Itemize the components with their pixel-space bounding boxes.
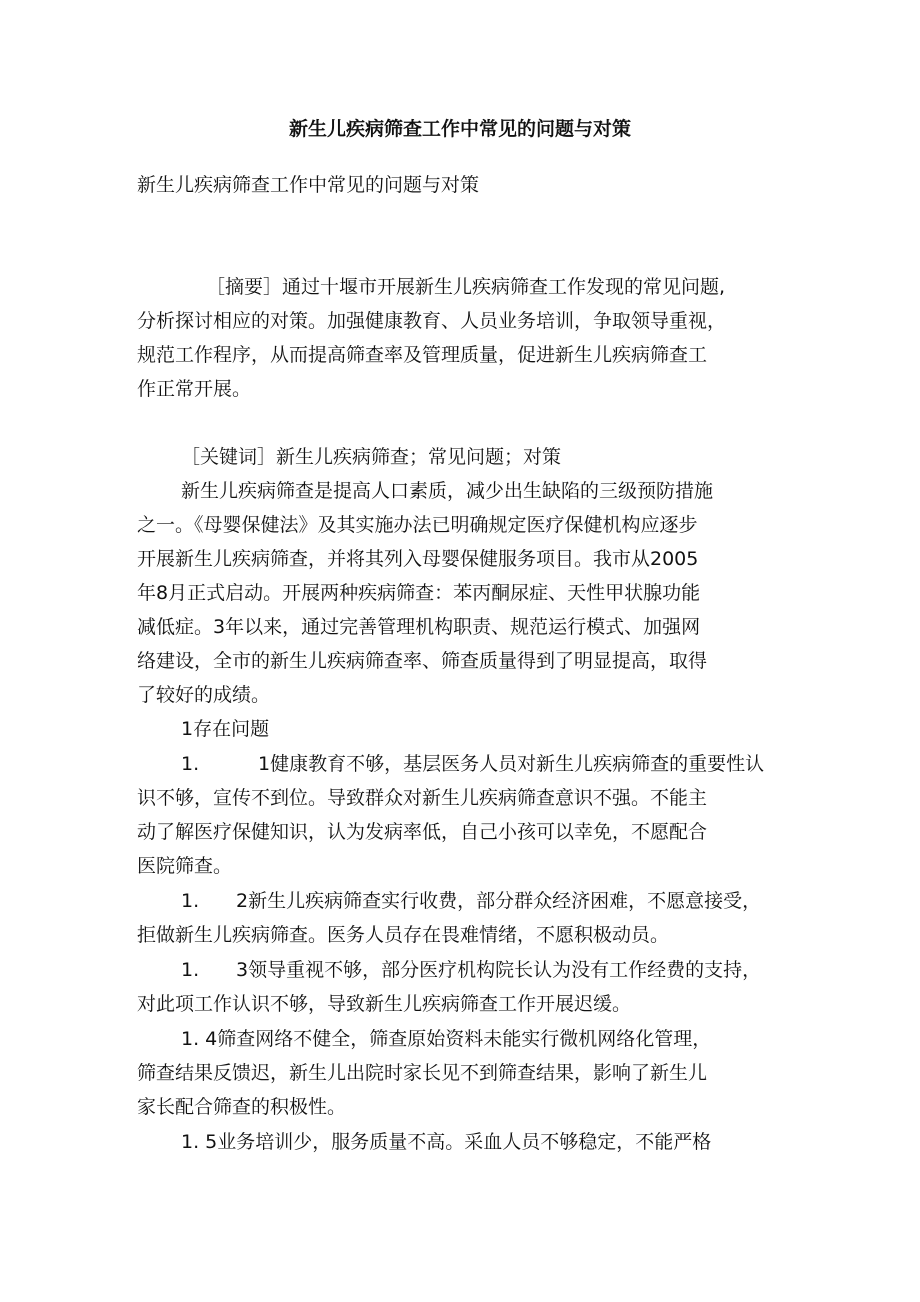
intro-line: 之一。《母婴保健法》及其实施办法已明确规定医疗保健机构应逐步 [137,514,698,536]
intro-line: 了较好的成绩。 [137,684,271,706]
item-number: 1. [181,753,200,775]
item-line: 拒做新生儿疾病筛查。医务人员存在畏难情绪，不愿积极动员。 [137,924,670,946]
item-line: 家长配合筛查的积极性。 [137,1096,347,1118]
intro-line: 络建设，全市的新生儿疾病筛查率、筛查质量得到了明显提高，取得 [137,650,708,672]
item-number: 1. [181,959,200,981]
item-line: 2新生儿疾病筛查实行收费，部分群众经济困难，不愿意接受， [236,890,762,912]
item-line: 动了解医疗保健知识，认为发病率低，自己小孩可以幸免，不愿配合 [137,821,708,843]
document-subtitle: 新生儿疾病筛查工作中常见的问题与对策 [137,174,480,196]
item-line: 识不够，宣传不到位。导致群众对新生儿疾病筛查意识不强。不能主 [137,787,708,809]
abstract-line: ［摘要］通过十堰市开展新生儿疾病筛查工作发现的常见问题, [206,276,726,298]
document-title: 新生儿疾病筛查工作中常见的问题与对策 [288,118,631,140]
abstract-line: 规范工作程序，从而提高筛查率及管理质量，促进新生儿疾病筛查工 [137,344,708,366]
item-line: 筛查结果反馈迟，新生儿出院时家长见不到筛查结果，影响了新生儿 [137,1062,708,1084]
intro-line: 开展新生儿疾病筛查，并将其列入母婴保健服务项目。我市从2005 [137,548,699,570]
item-line: 1健康教育不够，基层医务人员对新生儿疾病筛查的重要性认 [258,753,765,775]
item-line: 3领导重视不够，部分医疗机构院长认为没有工作经费的支持， [236,959,762,981]
intro-line: 新生儿疾病筛查是提高人口素质，减少出生缺陷的三级预防措施 [181,480,714,502]
abstract-line: 分析探讨相应的对策。加强健康教育、人员业务培训，争取领导重视， [137,310,727,332]
item-number: 1. [181,890,200,912]
item-line: 对此项工作认识不够，导致新生儿疾病筛查工作开展迟缓。 [137,993,632,1015]
item-line: 1. 5业务培训少，服务质量不高。采血人员不够稳定，不能严格 [181,1131,712,1153]
keywords-line: ［关键词］新生儿疾病筛查；常见问题；对策 [181,446,562,468]
item-line: 1. 4筛查网络不健全，筛查原始资料未能实行微机网络化管理， [181,1028,712,1050]
item-line: 医院筛查。 [137,855,233,877]
abstract-line: 作正常开展。 [137,378,252,400]
section-heading: 1存在问题 [181,718,270,740]
intro-line: 减低症。3年以来，通过完善管理机构职责、规范运行模式、加强网 [137,616,701,638]
intro-line: 年8月正式启动。开展两种疾病筛查：苯丙酮尿症、天性甲状腺功能 [137,582,701,604]
